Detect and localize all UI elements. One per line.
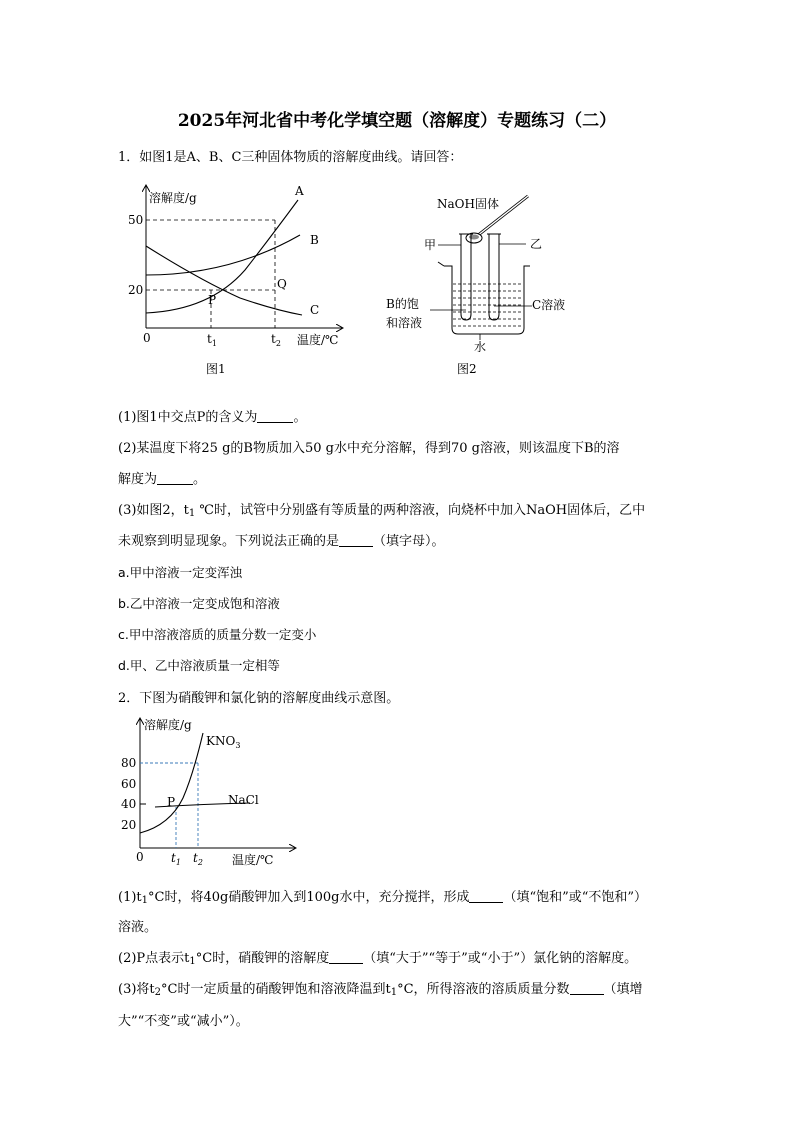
b-solution-label-2: 和溶液 [386,316,423,330]
answer-blank[interactable] [339,534,373,547]
q1-figure-2 [380,190,600,380]
curve-c-label: C [310,303,320,317]
curve-a-label: A [295,184,304,198]
b-solution-label-1: B的饱 [386,297,419,311]
tube-yi-label: 乙 [530,237,543,251]
water-label: 水 [474,340,487,354]
q1-stem: 1．如图1是A、B、C三种固体物质的溶解度曲线。请回答： [118,150,463,165]
y-axis-label: 溶解度/g [144,718,192,732]
tube-yi [489,234,499,320]
q1-option-a: a.甲中溶液一定变浑浊 [118,565,243,580]
answer-blank[interactable] [257,410,293,423]
q1-option-b: b.乙中溶液一定变成饱和溶液 [118,596,280,611]
q1-option-d: d.甲、乙中溶液质量一定相等 [118,658,280,673]
curve-kno3 [140,733,203,833]
c-solution-label: C溶液 [532,298,566,312]
q2-stem: 2．下图为硝酸钾和氯化钠的溶解度曲线示意图。 [118,691,400,706]
tube-jia-label: 甲 [424,238,437,252]
q1-part3-line1: (3)如图2，$t_1$ ℃时，试管中分别盛有等质量的两种溶液，向烧杯中加入NaOH固体后，乙中 [118,503,646,519]
point-p-label: P [208,293,217,307]
x-tick-t1: $t_1$ [171,851,181,867]
y-tick-40: 40 [121,797,137,811]
q2-figure [115,713,305,873]
y-tick-50: 50 [128,213,144,227]
q2-part2: (2)P点表示$t_1^\circ C$时，硝酸钾的溶解度 （填“大于”“等于”或“小于”）氯化钠的溶解度。 [118,951,638,967]
kno3-label: $KNO_3$ [206,734,241,750]
point-p-label: P [167,795,176,809]
tube-jia [461,234,471,320]
figure-2-caption: 图2 [457,362,477,376]
q1-figure-1 [128,180,360,380]
answer-blank[interactable] [469,890,503,903]
y-tick-80: 80 [121,756,137,770]
origin-label: 0 [136,850,144,864]
x-tick-t2: $t_2$ [271,332,281,348]
x-axis-label: 温度/℃ [297,333,339,347]
q1-part3-line2: 未观察到明显现象。下列说法正确的是 （填字母）。 [118,534,445,549]
q2-part3-line2: 大”“不变”或“减小”）。 [118,1014,249,1029]
q1-part2-line2: 解度为 。 [118,472,207,487]
answer-blank[interactable] [570,982,604,995]
y-tick-20: 20 [128,283,144,297]
origin-label: 0 [143,331,151,345]
y-axis-label: 溶解度/g [149,191,197,205]
q2-part3-line1: (3)将$t_2^\circ C$时一定质量的硝酸钾饱和溶液降温到$t_1^\circ C$，所得溶液的溶质质量分数 （填增 [118,982,643,998]
y-tick-20: 20 [121,818,137,832]
x-tick-t2: $t_2$ [193,851,203,867]
beaker [444,266,530,334]
naoh-label: NaOH固体 [437,197,499,211]
answer-blank[interactable] [157,472,193,485]
x-axis-label: 温度/℃ [232,853,274,867]
q2-part1-line1: $(1)t_1^\circ C$时，将40g硝酸钾加入到100g水中，充分搅拌，形成 （填“饱和”或“不饱和”） [118,890,648,906]
nacl-label: NaCl [228,793,259,807]
q1-option-c: c.甲中溶液溶质的质量分数一定变小 [118,627,317,642]
curve-b-label: B [310,233,319,247]
q1-part2-line1: (2)某温度下将25 g的B物质加入50 g水中充分溶解，得到70 g溶液，则该温度下B的溶 [118,441,620,456]
point-q-label: Q [277,277,287,291]
x-tick-t1: $t_1$ [207,332,217,348]
y-tick-60: 60 [121,777,137,791]
curve-b [146,235,300,275]
q2-part1-line2: 溶液。 [118,920,158,935]
answer-blank[interactable] [329,951,363,964]
q1-part1: (1)图1中交点P的含义为 。 [118,410,307,425]
page-title: 2025年河北省中考化学填空题（溶解度）专题练习（二） [177,111,617,131]
figure-1-caption: 图1 [206,362,226,376]
